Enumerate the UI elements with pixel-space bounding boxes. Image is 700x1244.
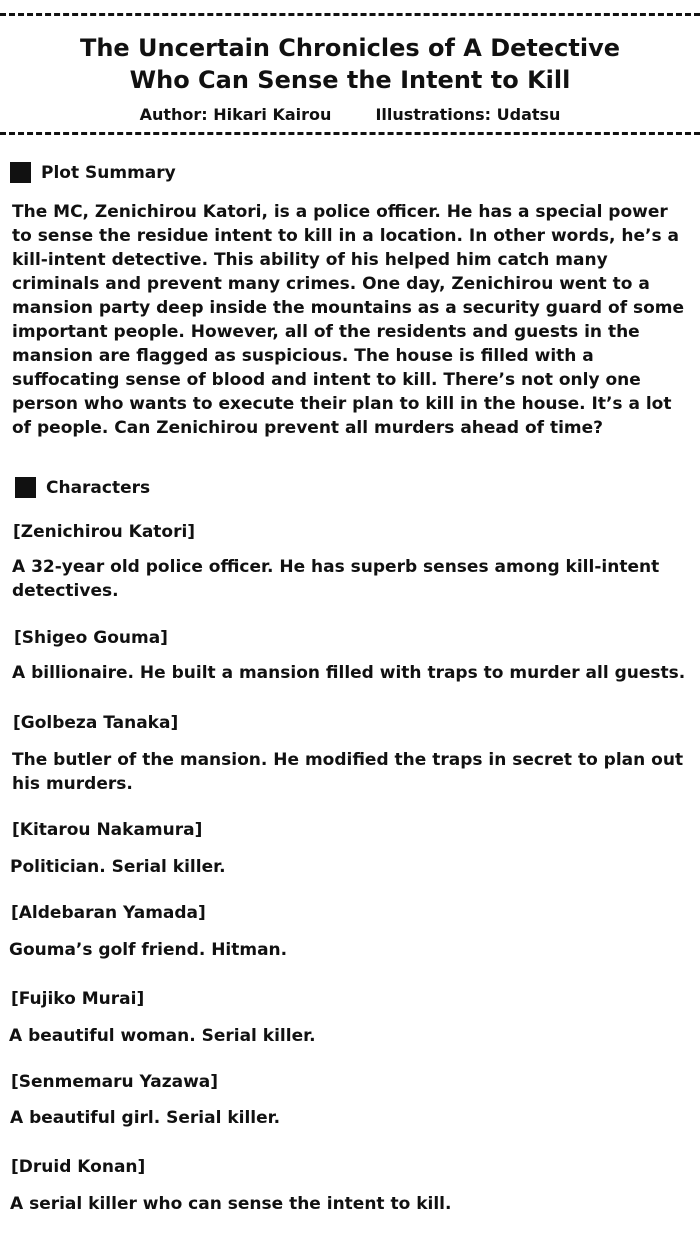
character-description: Gouma’s golf friend. Hitman. [9, 940, 288, 960]
character-name: [Golbeza Tanaka] [13, 713, 179, 733]
characters-heading [15, 477, 150, 498]
character-name: [Fujiko Murai] [11, 989, 145, 1009]
byline [0, 104, 700, 126]
character-description: A billionaire. He built a mansion filled with traps to murder all guests. [12, 663, 686, 683]
character-name: [Shigeo Gouma] [14, 628, 168, 648]
plot-summary-text: The MC, Zenichirou Katori, is a police officer. He has a special power to sense the residue intent to kill in a location. In other words, he’s a kill-intent detective. This ability of his helped him catch many criminals and prevent many crimes. One day, Zenichirou went to a mansion party deep inside the mountains as a security guard of some important people. However, all of the residents and guests in the mansion are flagged as suspicious. The house is filled with a suffocating sense of blood and intent to kill. There’s not only one person who wants to execute their plan to kill in the house. It’s a lot of people. Can Zenichirou prevent all murders ahead of time? [12, 202, 685, 438]
title-line-2: Who Can Sense the Intent to Kill [129, 66, 571, 94]
characters-heading-text: Characters [46, 477, 151, 498]
character-description: A 32-year old police officer. He has superb senses among kill-intent detectives. [12, 557, 660, 601]
character-description: A beautiful girl. Serial killer. [10, 1108, 281, 1128]
character-description: Politician. Serial killer. [10, 857, 226, 877]
character-description: The butler of the mansion. He modified the traps in secret to plan out his murders. [12, 750, 684, 794]
square-bullet-icon [10, 162, 31, 183]
character-name: [Kitarou Nakamura] [12, 820, 203, 840]
bottom-dashed-rule [0, 132, 700, 135]
title-line-1: The Uncertain Chronicles of A Detective [79, 34, 621, 62]
author-credit: Author: Hikari Kairou [139, 105, 332, 124]
character-description: A beautiful woman. Serial killer. [9, 1026, 316, 1046]
plot-summary-heading [10, 162, 176, 183]
character-description: A serial killer who can sense the intent to kill. [10, 1194, 452, 1214]
square-bullet-icon [15, 477, 36, 498]
character-name: [Druid Konan] [11, 1157, 146, 1177]
top-dashed-rule [0, 13, 700, 16]
plot-summary-heading-text: Plot Summary [41, 162, 176, 183]
character-name: [Senmemaru Yazawa] [11, 1072, 219, 1092]
character-name: [Aldebaran Yamada] [11, 903, 206, 923]
character-name: [Zenichirou Katori] [13, 522, 196, 542]
illustrator-credit: Illustrations: Udatsu [375, 105, 561, 124]
